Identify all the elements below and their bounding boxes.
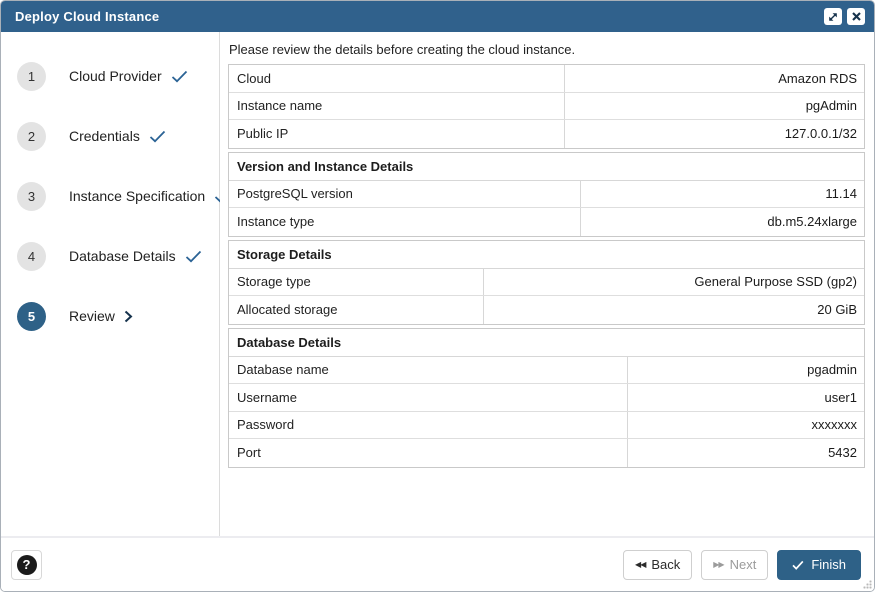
review-row	[229, 181, 864, 209]
field-value: 127.0.0.1/32	[784, 126, 857, 142]
field-value: db.m5.24xlarge	[767, 214, 857, 230]
section-title: Version and Instance Details	[229, 153, 864, 181]
field-value: pgadmin	[807, 362, 857, 378]
back-button-label: Back	[651, 557, 681, 572]
next-icon: ▶▶	[713, 560, 724, 569]
field-label: Allocated storage	[229, 296, 484, 324]
review-row	[229, 412, 864, 440]
maximize-icon	[828, 12, 838, 22]
dialog-footer	[1, 536, 874, 591]
review-section-database-details	[228, 328, 865, 468]
field-value: xxxxxxx	[811, 417, 857, 433]
resize-grip[interactable]	[863, 580, 872, 589]
close-icon	[852, 12, 861, 21]
wizard-step-review[interactable]	[1, 286, 219, 346]
field-label: Instance name	[229, 93, 565, 120]
section-title: Storage Details	[229, 241, 864, 269]
review-intro-text: Please review the details before creating the cloud instance.	[229, 42, 576, 57]
step-number-badge: 4	[17, 242, 46, 271]
review-row	[229, 65, 864, 93]
dialog-body	[1, 32, 874, 536]
field-label: Storage type	[229, 269, 484, 296]
field-label: Public IP	[229, 120, 565, 148]
field-value: 5432	[828, 445, 857, 461]
field-label: Instance type	[229, 208, 581, 236]
field-label: Port	[229, 439, 628, 467]
wizard-step-credentials[interactable]	[1, 106, 219, 166]
review-row	[229, 208, 864, 236]
step-label: Review	[69, 308, 115, 324]
check-icon	[171, 70, 188, 83]
step-number-badge: 3	[17, 182, 46, 211]
field-value: 11.14	[825, 186, 857, 202]
finish-button[interactable]	[777, 550, 861, 580]
maximize-button[interactable]	[824, 8, 842, 25]
step-label: Database Details	[69, 248, 176, 264]
review-row	[229, 384, 864, 412]
field-label: PostgreSQL version	[229, 181, 581, 208]
check-icon	[149, 130, 166, 143]
section-title: Database Details	[229, 329, 864, 357]
step-label: Cloud Provider	[69, 68, 162, 84]
back-icon: ◀◀	[635, 560, 646, 569]
review-section-general	[228, 64, 865, 149]
review-section-storage-details	[228, 240, 865, 325]
chevron-right-icon	[124, 310, 133, 323]
field-value: General Purpose SSD (gp2)	[694, 274, 857, 290]
field-value: user1	[824, 389, 857, 405]
step-label: Credentials	[69, 128, 140, 144]
field-label: Username	[229, 384, 628, 411]
review-row	[229, 120, 864, 148]
dialog-titlebar[interactable]	[1, 1, 874, 32]
review-row	[229, 93, 864, 121]
dialog-title: Deploy Cloud Instance	[15, 9, 160, 24]
check-icon	[185, 250, 202, 263]
close-button[interactable]	[847, 8, 865, 25]
check-icon	[792, 560, 804, 570]
field-label: Cloud	[229, 65, 565, 92]
next-button-label: Next	[729, 557, 757, 572]
finish-button-label: Finish	[811, 557, 846, 572]
review-row	[229, 296, 864, 324]
wizard-step-database-details[interactable]	[1, 226, 219, 286]
review-row	[229, 269, 864, 297]
field-value: 20 GiB	[817, 302, 857, 318]
question-icon: ?	[17, 555, 37, 575]
wizard-step-cloud-provider[interactable]	[1, 46, 219, 106]
wizard-steps-sidebar	[1, 32, 220, 536]
field-value: Amazon RDS	[778, 70, 857, 86]
step-number-badge: 2	[17, 122, 46, 151]
back-button[interactable]	[623, 550, 692, 580]
step-number-badge: 5	[17, 302, 46, 331]
help-button[interactable]	[11, 550, 42, 580]
step-number-badge: 1	[17, 62, 46, 91]
review-row	[229, 357, 864, 385]
review-row	[229, 439, 864, 467]
field-label: Database name	[229, 357, 628, 384]
review-panel	[220, 32, 874, 536]
wizard-step-instance-specification[interactable]	[1, 166, 219, 226]
next-button[interactable]	[701, 550, 768, 580]
step-label: Instance Specification	[69, 188, 206, 204]
field-label: Password	[229, 412, 628, 439]
field-value: pgAdmin	[805, 98, 857, 114]
review-section-version-and-instance-details	[228, 152, 865, 237]
